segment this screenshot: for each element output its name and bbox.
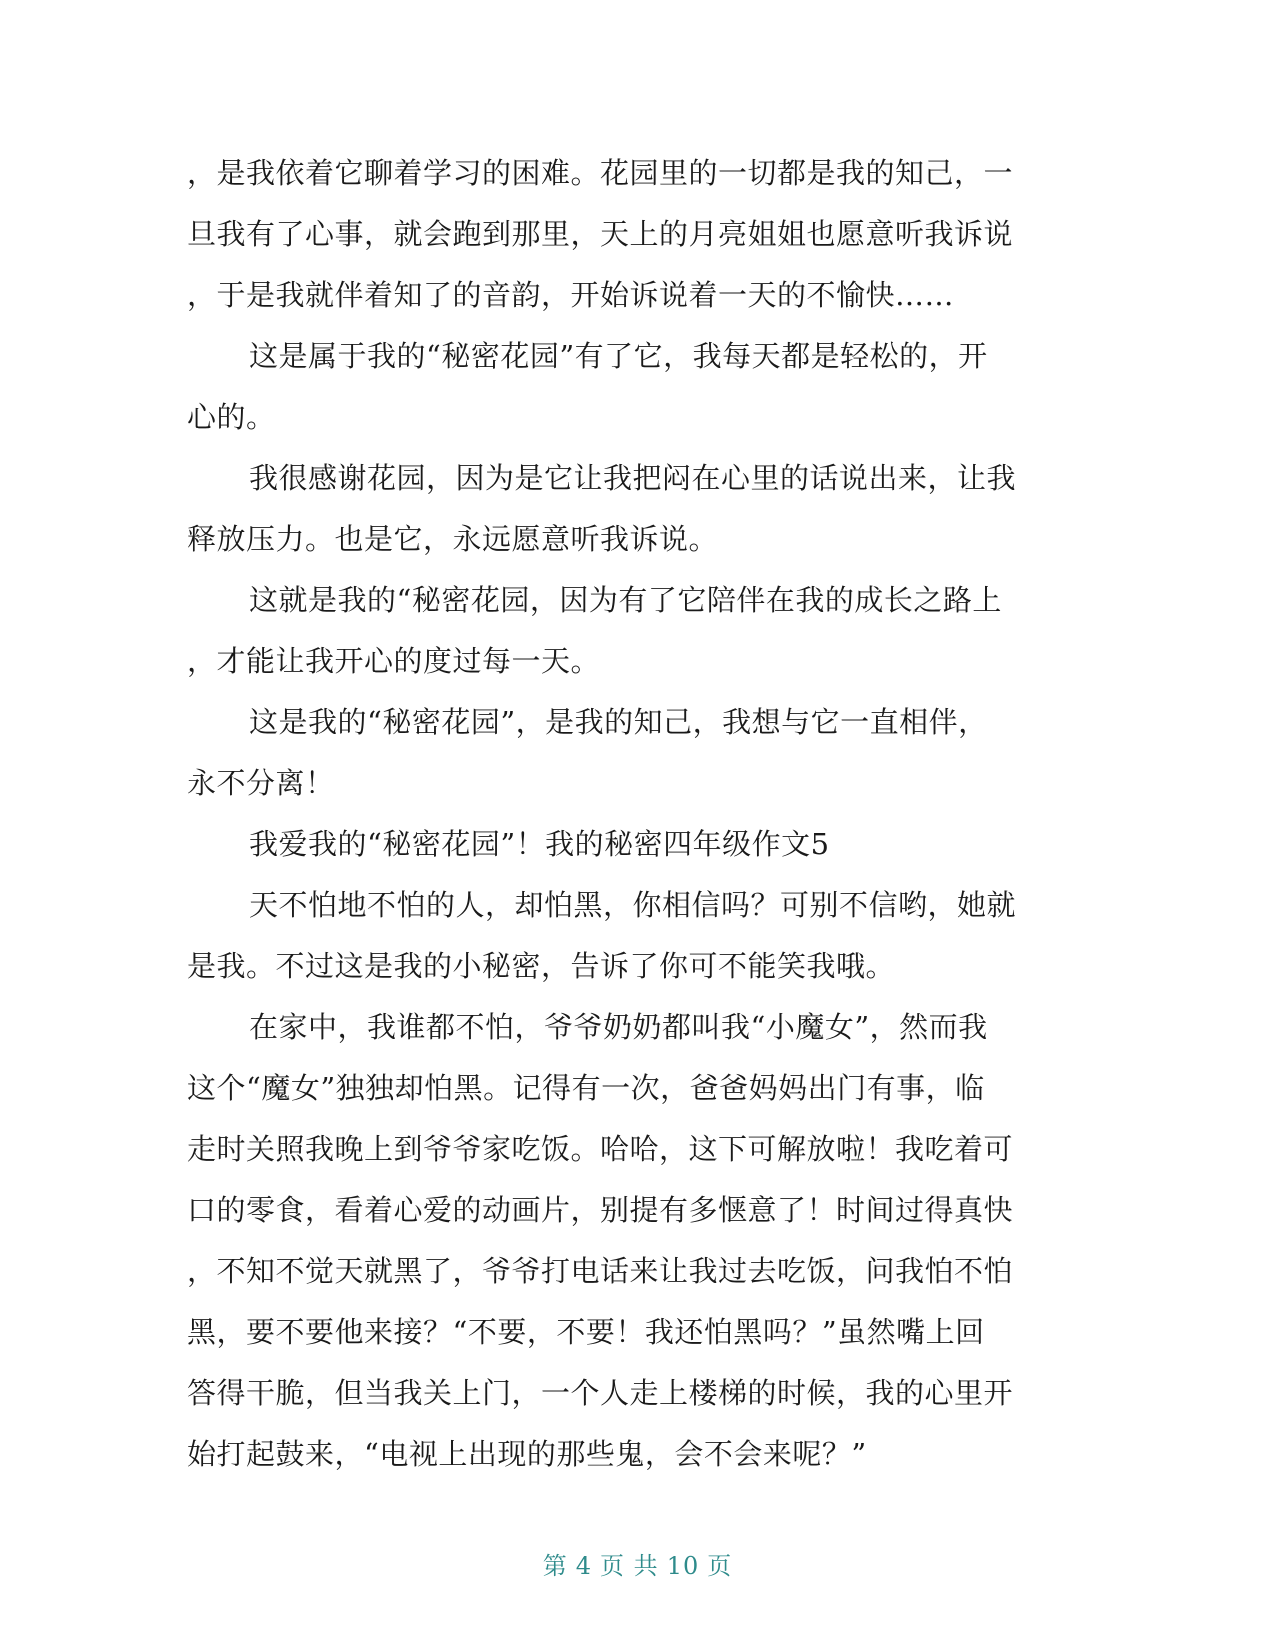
footer-prefix: 第 [542,1552,568,1580]
text-line: 黑，要不要他来接？“不要，不要！我还怕黑吗？”虽然嘴上回 [187,1315,985,1349]
footer-middle: 页 共 [600,1552,659,1580]
text-line: 我很感谢花园，因为是它让我把闷在心里的话说出来，让我 [249,461,1017,495]
body-text [187,143,1067,1485]
footer-total-pages: 10 [666,1552,700,1580]
text-line: 始打起鼓来，“电视上出现的那些鬼，会不会来呢？” [187,1437,867,1471]
text-line: 走时关照我晚上到爷爷家吃饭。哈哈，这下可解放啦！我吃着可 [187,1132,1014,1166]
footer-current-page: 4 [575,1552,593,1580]
footer-suffix: 页 [707,1552,733,1580]
text-line: ，才能让我开心的度过每一天。 [187,644,601,678]
text-line: 永不分离！ [187,766,335,800]
text-line: 答得干脆，但当我关上门，一个人走上楼梯的时候，我的心里开 [187,1376,1014,1410]
page-footer [0,1546,1275,1581]
text-line: ，是我依着它聊着学习的困难。花园里的一切都是我的知己，一 [187,156,1014,190]
text-line: 这个“魔女”独独却怕黑。记得有一次，爸爸妈妈出门有事，临 [187,1071,985,1105]
text-line: 在家中，我谁都不怕，爷爷奶奶都叫我“小魔女”，然而我 [249,1010,988,1044]
text-line: 我爱我的“秘密花园”！我的秘密四年级作文5 [249,827,830,861]
text-line: ，于是我就伴着知了的音韵，开始诉说着一天的不愉快…… [187,278,955,312]
text-line: 旦我有了心事，就会跑到那里，天上的月亮姐姐也愿意听我诉说 [187,217,1014,251]
text-line: ，不知不觉天就黑了，爷爷打电话来让我过去吃饭，问我怕不怕 [187,1254,1014,1288]
text-line: 这是我的“秘密花园”，是我的知己，我想与它一直相伴， [249,705,988,739]
text-line: 是我。不过这是我的小秘密，告诉了你可不能笑我哦。 [187,949,896,983]
text-line: 口的零食，看着心爱的动画片，别提有多惬意了！时间过得真快 [187,1193,1014,1227]
text-line: 这就是我的“秘密花园，因为有了它陪伴在我的成长之路上 [249,583,1002,617]
text-line: 天不怕地不怕的人，却怕黑，你相信吗？可别不信哟，她就 [249,888,1017,922]
text-line: 这是属于我的“秘密花园”有了它，我每天都是轻松的，开 [249,339,988,373]
text-line: 释放压力。也是它，永远愿意听我诉说。 [187,522,719,556]
text-line: 心的。 [187,400,276,434]
